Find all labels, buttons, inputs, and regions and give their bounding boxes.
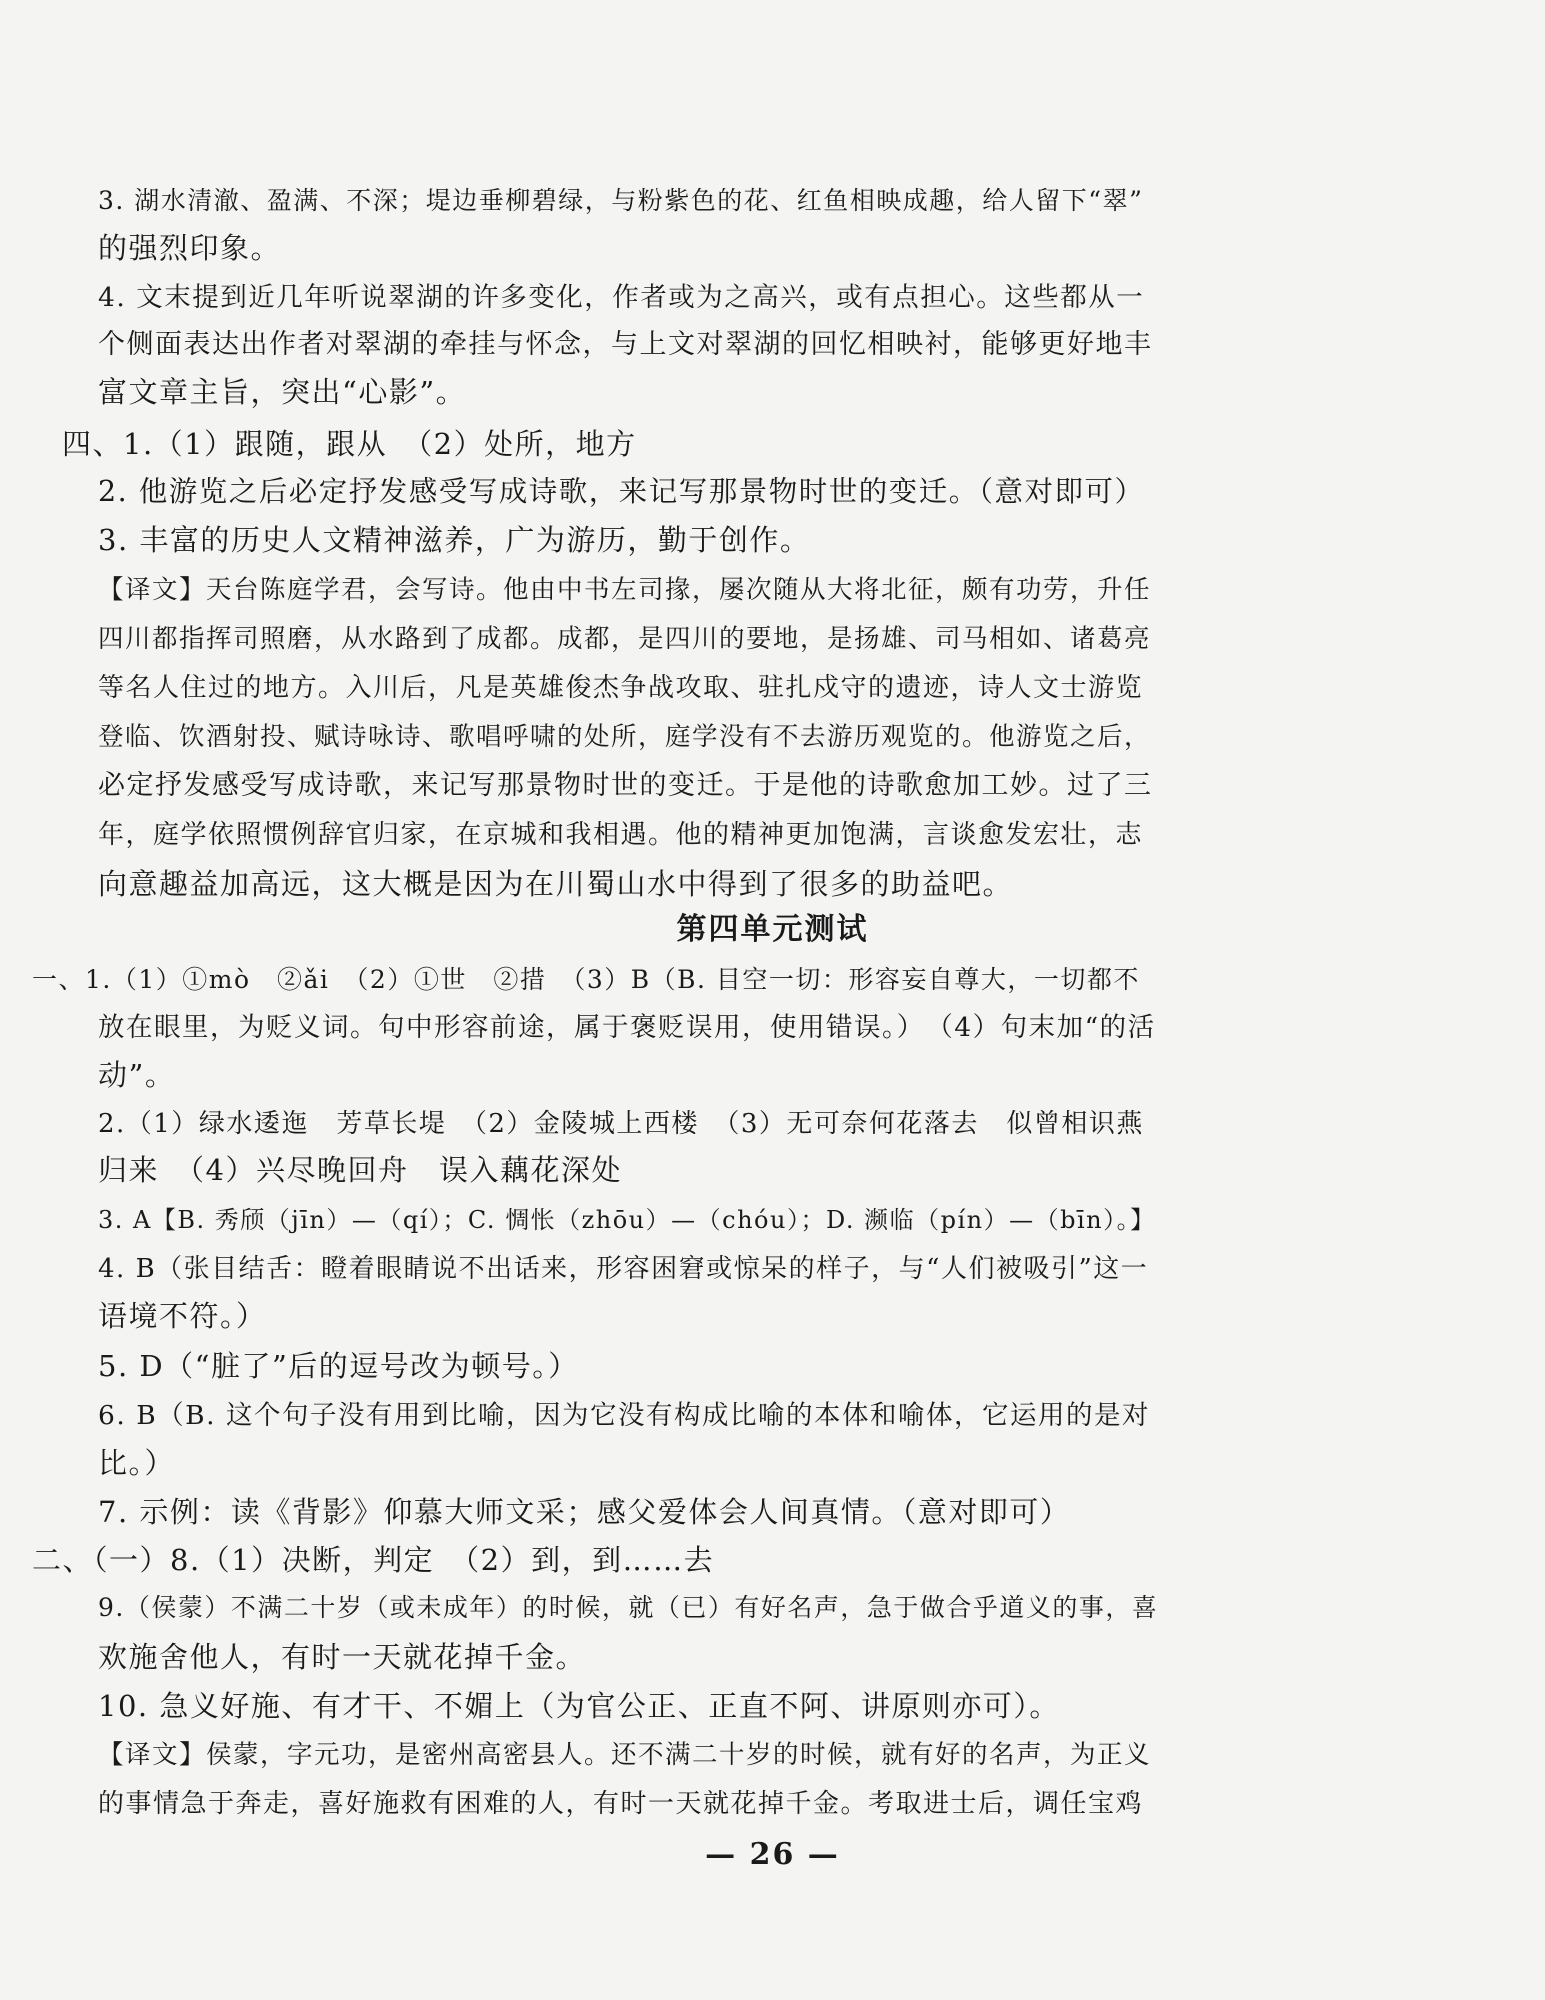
- answer-line: 6. B（B. 这个句子没有用到比喻，因为它没有构成比喻的本体和喻体，它运用的是对: [98, 1400, 1151, 1431]
- answer-line: 四、1.（1）跟随，跟从 （2）处所，地方: [62, 427, 637, 461]
- answer-line: 3. 丰富的历史人文精神滋养，广为游历，勤于创作。: [98, 523, 811, 557]
- translation-line: 【译文】天台陈庭学君，会写诗。他由中书左司掾，屡次随从大将北征，颇有功劳，升任: [98, 575, 1152, 605]
- translation-line: 四川都指挥司照磨，从水路到了成都。成都，是四川的要地，是扬雄、司马相如、诸葛亮: [98, 624, 1152, 654]
- translation-line: 年，庭学依照惯例辞官归家，在京城和我相遇。他的精神更加饱满，言谈愈发宏壮，志: [98, 820, 1144, 850]
- answer-line: 二、（一）8.（1）决断，判定 （2）到，到……去: [32, 1543, 715, 1577]
- answer-line: 欢施舍他人，有时一天就花掉千金。: [98, 1640, 587, 1674]
- translation-line: 向意趣益加高远，这大概是因为在川蜀山水中得到了很多的助益吧。: [98, 867, 1014, 901]
- answer-line: 富文章主旨，突出“心影”。: [98, 375, 467, 409]
- answer-line: 3. 湖水清澈、盈满、不深；堤边垂柳碧绿，与粉紫色的花、红鱼相映成趣，给人留下“翠”: [98, 186, 1144, 215]
- answer-line: 10. 急义好施、有才干、不媚上（为官公正、正直不阿、讲原则亦可）。: [98, 1689, 1060, 1723]
- section-heading: 第四单元测试: [676, 912, 869, 947]
- answer-line: 3. A【B. 秀颀（jīn）—（qí）；C. 惆怅（zhōu）—（chóu）；D. 濒临（pín）—（bīn）。】: [98, 1206, 1156, 1234]
- answer-line: 放在眼里，为贬义词。句中形容前途，属于褒贬误用，使用错误。） （4）句末加“的活: [98, 1012, 1156, 1043]
- answer-line: 4. 文末提到近几年听说翠湖的许多变化，作者或为之高兴，或有点担心。这些都从一: [98, 282, 1145, 313]
- answer-line: 5. D（“脏了”后的逗号改为顿号。）: [98, 1349, 579, 1383]
- answer-line: 归来 （4）兴尽晚回舟 误入藕花深处: [98, 1153, 622, 1187]
- translation-line: 等名人住过的地方。入川后，凡是英雄俊杰争战攻取、驻扎戍守的遗迹，诗人文士游览: [98, 673, 1144, 703]
- translation-line: 的事情急于奔走，喜好施救有困难的人，有时一天就花掉千金。考取进士后，调任宝鸡: [98, 1789, 1144, 1819]
- translation-line: 【译文】侯蒙，字元功，是密州高密县人。还不满二十岁的时候，就有好的名声，为正义: [98, 1740, 1152, 1770]
- answer-line: 的强烈印象。: [98, 231, 282, 265]
- translation-line: 必定抒发感受写成诗歌，来记写那景物时世的变迁。于是他的诗歌愈加工妙。过了三: [98, 770, 1153, 801]
- answer-line: 9.（侯蒙）不满二十岁（或未成年）的时候，就（已）有好名声，急于做合乎道义的事，喜: [98, 1593, 1159, 1622]
- answer-line: 2.（1）绿水逶迤 芳草长堤 （2）金陵城上西楼 （3）无可奈何花落去 似曾相识燕: [98, 1109, 1144, 1139]
- answer-line: 比。）: [98, 1446, 176, 1480]
- answer-line: 4. B（张目结舌：瞪着眼睛说不出话来，形容困窘或惊呆的样子，与“人们被吸引”这一: [98, 1254, 1149, 1284]
- answer-line: 动”。: [98, 1058, 176, 1092]
- answer-line: 2. 他游览之后必定抒发感受写成诗歌，来记写那景物时世的变迁。（意对即可）: [98, 475, 1145, 508]
- page-number: — 26 —: [705, 1837, 840, 1872]
- answer-line: 一、1.（1）①mò ②ǎi （2）①世 ②措 （3）B（B. 目空一切：形容妄自尊大，一切都不: [32, 965, 1140, 994]
- answer-line: 个侧面表达出作者对翠湖的牵挂与怀念，与上文对翠湖的回忆相映衬，能够更好地丰: [98, 329, 1153, 360]
- answer-line: 语境不符。）: [98, 1299, 267, 1333]
- answer-line: 7. 示例：读《背影》仰慕大师文采；感父爱体会人间真情。（意对即可）: [98, 1495, 1071, 1529]
- translation-line: 登临、饮酒射投、赋诗咏诗、歌唱呼啸的处所，庭学没有不去游历观览的。他游览之后，: [98, 722, 1152, 752]
